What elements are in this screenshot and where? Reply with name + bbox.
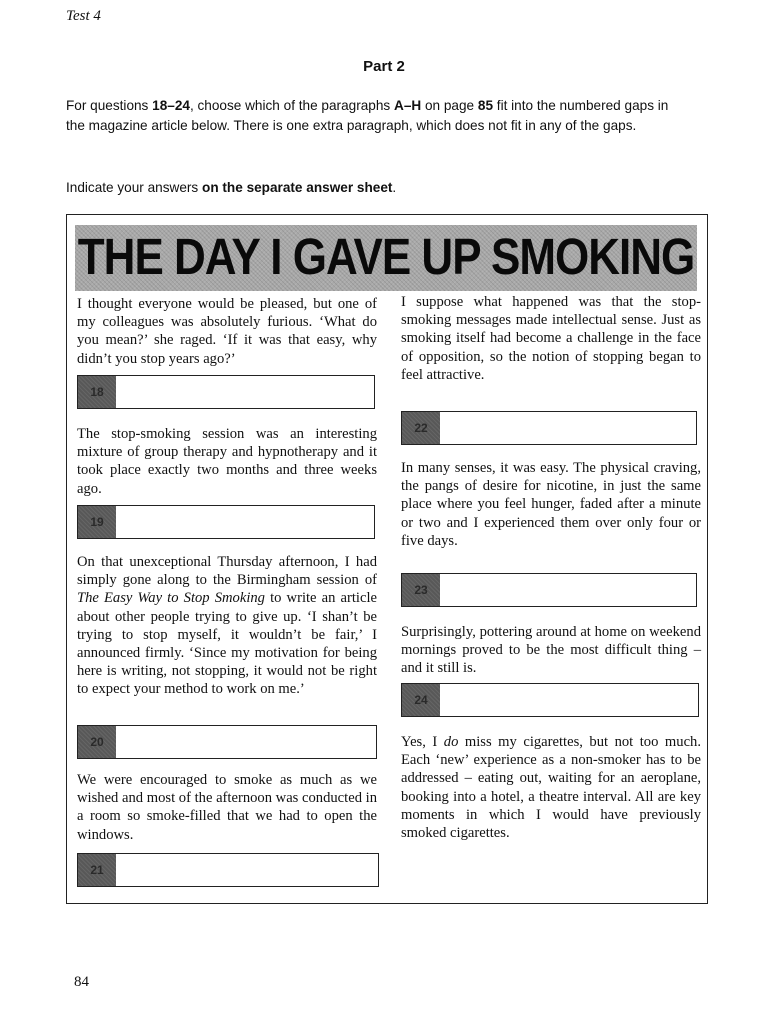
gap-24[interactable]	[401, 683, 699, 717]
left-paragraph-4	[77, 771, 377, 844]
test-label: Test 4	[66, 8, 101, 24]
right-paragraph-3	[401, 623, 701, 678]
instr-text-1: For questions	[66, 98, 153, 113]
instr-text-3: on page	[421, 98, 478, 113]
gap-number: 19	[78, 506, 116, 538]
part-title: Part 2	[363, 58, 405, 75]
page-reference: 85	[477, 98, 494, 113]
instr-text-2: , choose which of the paragraphs	[189, 98, 394, 113]
right-paragraph-1	[401, 293, 701, 384]
gap-23[interactable]	[401, 573, 697, 607]
gap-22[interactable]	[401, 411, 697, 445]
book-title: The Easy Way to Stop Smoking	[77, 590, 265, 607]
paragraph-text: We were encouraged to smoke as much as we wished and most of the afternoon was conducted in a room so smoke-filled that we had to open the windows.	[77, 772, 377, 843]
gap-18[interactable]	[77, 375, 375, 409]
left-paragraph-2	[77, 425, 377, 498]
gap-number: 24	[402, 684, 440, 716]
paragraph-text: Surprisingly, pottering around at home on weekend mornings proved to be the most difficult thing – and it still is.	[401, 624, 701, 677]
right-paragraph-4	[401, 733, 701, 842]
instr-text-4: fit into the numbered gaps in the magazine article below. There is one extra paragraph, which does not fit in any of the gaps.	[66, 98, 669, 133]
gap-number: 18	[78, 376, 116, 408]
paragraph-text-a: Yes, I	[401, 734, 444, 750]
answer-instruction	[66, 178, 686, 198]
indicate-text-1: Indicate your answers	[66, 180, 203, 195]
gap-number: 20	[78, 726, 116, 758]
right-paragraph-2	[401, 459, 701, 550]
paragraph-text-b: miss my cigarettes, but not too much. Each ‘new’ experience as a non-smoker has to be addressed – eating out, waiting for an aeroplane, booking into a hotel, a theatre interval. All are key moments in which I would have previously smoked cigarettes.	[401, 734, 701, 842]
left-paragraph-1	[77, 295, 377, 368]
paragraph-text: I suppose what happened was that the stop-smoking messages made intellectual sense. Just as smoking itself had become a challenge in the face of opposition, so the notion of stopping began to feel attractive.	[401, 294, 701, 383]
paragraph-text-a: On that unexceptional Thursday afternoon, I had simply gone along to the Birmingham session of	[77, 554, 377, 589]
gap-number: 23	[402, 574, 440, 606]
paragraph-text: In many senses, it was easy. The physical craving, the pangs of desire for nicotine, in just the same place where you feel hunger, faded after a minute or two and I experienced them over only four or five days.	[401, 460, 701, 549]
paragraph-range: A–H	[394, 98, 422, 113]
gap-21[interactable]	[77, 853, 379, 887]
paragraph-text: The stop-smoking session was an interesting mixture of group therapy and hypnotherapy and it took place exactly two months and three weeks ago.	[77, 426, 377, 497]
left-paragraph-3	[77, 553, 377, 699]
answer-sheet-emphasis: on the separate answer sheet	[202, 180, 393, 195]
instructions	[66, 96, 686, 136]
emphasis: do	[443, 734, 459, 750]
paragraph-text	[401, 733, 701, 842]
paragraph-text-b: to write an article about other people trying to give up. ‘I shan’t be trying to stop myself, it wouldn’t be fair,’ I announced firmly. ‘Since my motivation for being here is writing, not stopping, it would not be right to expect your method to work on me.’	[77, 590, 377, 698]
paragraph-text: I thought everyone would be pleased, but one of my colleagues was absolutely furious. ‘What do you mean?’ she raged. ‘If it was that easy, why didn’t you stop years ago?’	[77, 296, 377, 367]
indicate-text-2: .	[392, 180, 397, 195]
gap-20[interactable]	[77, 725, 377, 759]
page-number: 84	[74, 974, 89, 990]
paragraph-text	[77, 553, 377, 699]
gap-number: 22	[402, 412, 440, 444]
article-box	[66, 214, 708, 904]
gap-19[interactable]	[77, 505, 375, 539]
question-range: 18–24	[152, 98, 190, 113]
article-title: THE DAY I GAVE UP SMOKING	[77, 229, 695, 286]
article-title-banner	[75, 225, 697, 291]
gap-number: 21	[78, 854, 116, 886]
